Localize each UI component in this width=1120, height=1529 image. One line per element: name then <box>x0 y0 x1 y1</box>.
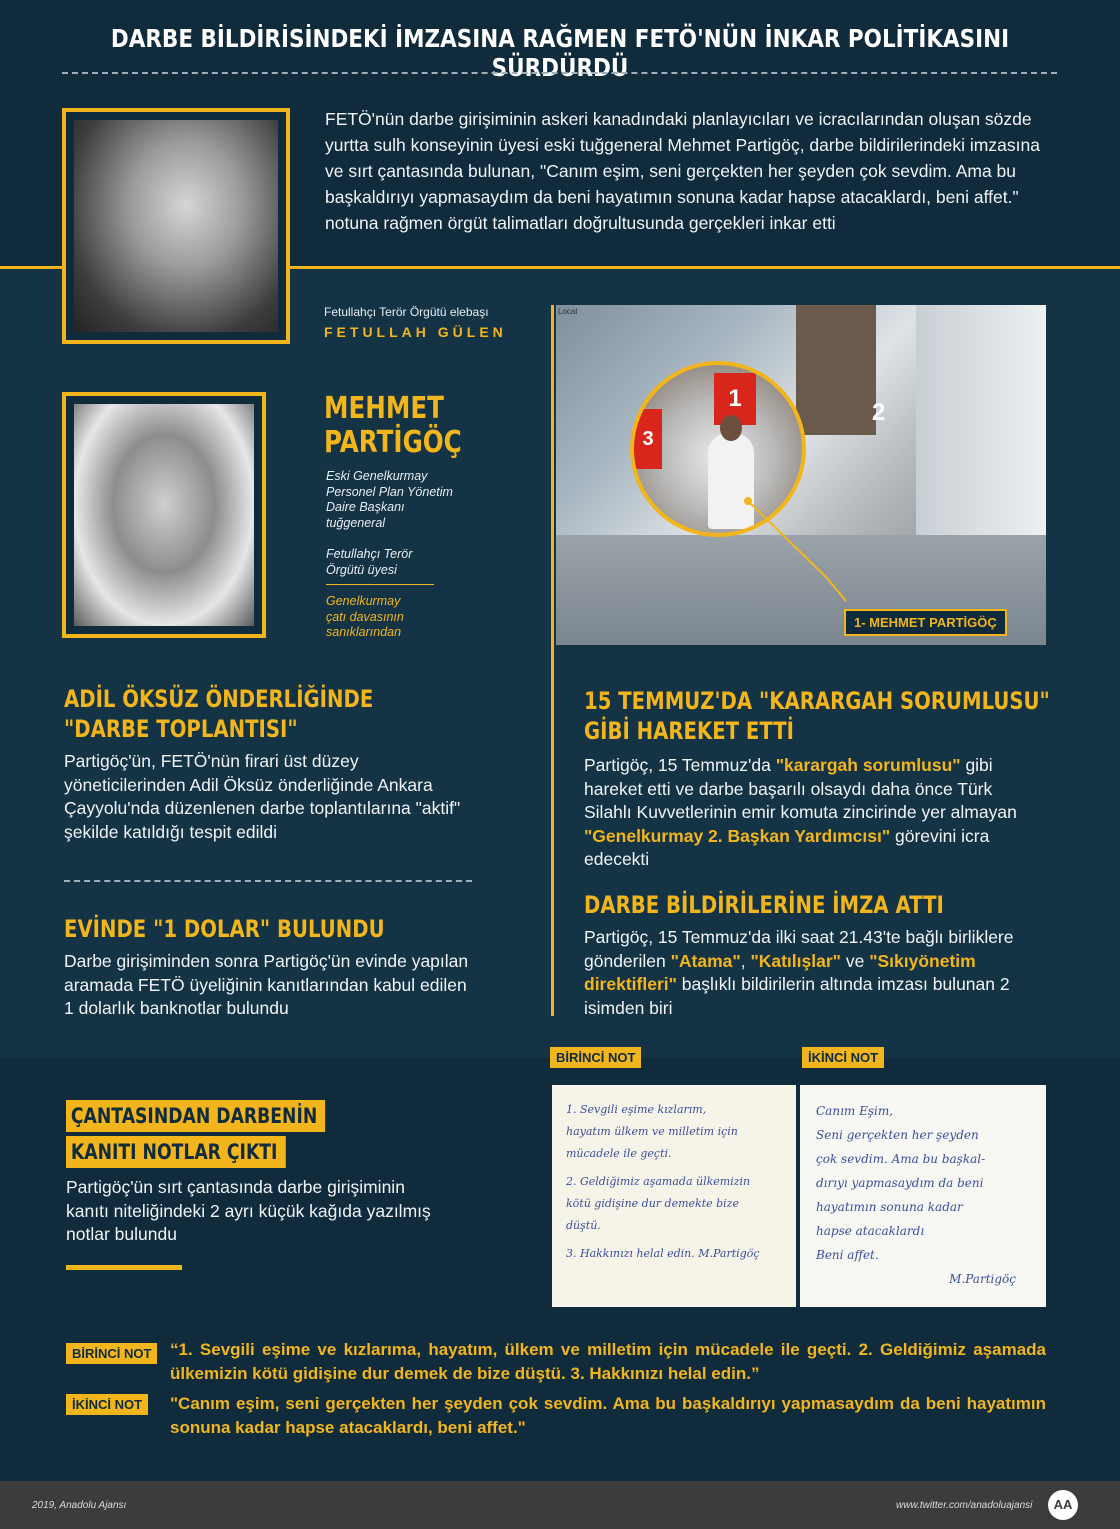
note2-line: M.Partigöç <box>949 1272 1016 1286</box>
cctv-marker-2: 2 <box>872 399 886 426</box>
callout-label-text: 1- MEHMET PARTİGÖÇ <box>854 615 997 630</box>
imza-highlight: "Katılışlar" <box>750 950 841 971</box>
note2-line: hayatımın sonuna kadar <box>816 1200 963 1214</box>
karargah-body <box>584 754 1044 872</box>
canta-title-line1: ÇANTASINDAN DARBENİN <box>66 1100 325 1132</box>
imza-text: ve <box>840 950 870 971</box>
note2-image <box>800 1085 1046 1307</box>
partigoc-name-line2: PARTİGÖÇ <box>324 425 462 460</box>
canta-title <box>66 1100 382 1132</box>
quote1-text: “1. Sevgili eşime ve kızlarıma, hayatım, ülkem ve milletim için mücadele ile geçti. 2. Geldiğimiz aşamada ülkemizin kötü gidişine dur demek de bize düştü. 3. Hakkınızı helal edin.” <box>170 1340 1046 1383</box>
note1-line: 3. Hakkınızı helal edin. M.Partigöç <box>566 1247 760 1260</box>
note1-line: 2. Geldiğimiz aşamada ülkemizin <box>566 1175 751 1188</box>
karargah-highlight: "karargah sorumlusu" <box>775 755 961 775</box>
oksuz-title <box>64 684 373 744</box>
aa-logo-text: AA <box>1053 1497 1073 1512</box>
role-line: Daire Başkanı <box>326 500 405 514</box>
note2-line: Seni gerçekten her şeyden <box>816 1128 979 1142</box>
note2-line: Beni affet. <box>816 1248 879 1262</box>
column-divider <box>551 305 554 1016</box>
karargah-title <box>584 686 1050 746</box>
quote2-text: "Canım eşim, seni gerçekten her şeyden çok sevdim. Ama bu başkaldırıyı yapmasaydım da beni hayatımın sonuna kadar hapse atacaklardı, beni affet." <box>170 1394 1046 1437</box>
note1-line: kötü gidişine dur demekte bize <box>566 1197 739 1210</box>
member-line: Fetullahçı Terör <box>326 547 413 561</box>
section-divider <box>64 880 472 882</box>
note1-image <box>552 1085 796 1307</box>
page-title: DARBE BİLDİRİSİNDEKİ İMZASINA RAĞMEN FETÖ'NÜN İNKAR POLİTİKASINI SÜRDÜRDÜ <box>110 24 1010 82</box>
role-line: Personel Plan Yönetim <box>326 484 453 499</box>
canta-title-2 <box>66 1136 334 1168</box>
imza-text: Partigöç, 15 Temmuz'da ilki saat 21.43'te bağlı birliklere gönderilen <box>584 927 1014 971</box>
karargah-text: görevini icra edecekti <box>584 825 990 869</box>
karargah-title-line1: 15 TEMMUZ'DA "KARARGAH SORUMLUSU" <box>584 687 1050 715</box>
imza-highlight: "Atama" <box>670 950 741 971</box>
partigoc-role <box>326 469 453 531</box>
marker-1-text: 1 <box>728 385 742 412</box>
karargah-title-line2: GİBİ HAREKET ETTİ <box>584 717 794 745</box>
case-line: Genelkurmay <box>326 594 401 608</box>
karargah-text: Partigöç, 15 Temmuz'da <box>584 755 776 775</box>
marker-3-text: 3 <box>642 428 654 450</box>
canta-rule <box>66 1265 182 1270</box>
partigoc-membership <box>326 547 412 578</box>
footer-twitter[interactable]: www.twitter.com/anadoluajansi <box>896 1500 1033 1511</box>
intro-text: FETÖ'nün darbe girişiminin askeri kanadındaki planlayıcıları ve icracılarından oluşan sözde yurtta sulh konseyinin üyesi eski tuğgeneral Mehmet Partigöç, darbe bildirilerindeki imzasına ve sırt çantasında bulunan, "Canım eşim, seni gerçekten her şeyden çok sevdim. Ama bu başkaldırıyı yapmasaydım da beni hayatımın sonuna kadar hapse atacaklardı, beni affet." notuna rağmen örgüt talimatları doğrultusunda gerçekleri inkar etti <box>325 109 1040 233</box>
canta-title-line2: KANITI NOTLAR ÇIKTI <box>66 1136 286 1168</box>
cctv-callout-label <box>844 609 1007 636</box>
role-line: tuğgeneral <box>326 515 386 530</box>
note2-handwriting <box>800 1085 1046 1291</box>
cctv-image <box>556 305 1046 645</box>
member-line: Örgütü üyesi <box>326 562 397 577</box>
aa-logo <box>1048 1490 1078 1520</box>
karargah-highlight: "Genelkurmay 2. Başkan Yardımcısı" <box>584 825 891 846</box>
partigoc-photo-frame <box>62 392 266 638</box>
gulen-caption: Fetullahçı Terör Örgütü elebaşı <box>324 305 489 319</box>
dolar-title: EVİNDE "1 DOLAR" BULUNDU <box>64 915 385 943</box>
imza-highlight: "Sıkıyönetim direktifleri" <box>584 950 976 994</box>
case-line: sanıklarından <box>326 625 402 639</box>
canta-body: Partigöç'ün sırt çantasında darbe girişiminin kanıtı niteliğindeki 2 ayrı küçük kağıda yazılmış notlar bulundu <box>66 1177 431 1244</box>
partigoc-name-line1: MEHMET <box>324 391 444 426</box>
imza-text: , <box>740 950 751 971</box>
note1-line: mücadele ile geçti. <box>566 1147 672 1160</box>
role-line: Eski Genelkurmay <box>326 469 428 483</box>
oksuz-title-line1: ADİL ÖKSÜZ ÖNDERLİĞİNDE <box>64 685 374 713</box>
imza-body <box>584 926 1044 1020</box>
note2-line: çok sevdim. Ama bu başkal- <box>816 1152 986 1166</box>
oksuz-title-line2: "DARBE TOPLANTISI" <box>64 715 298 743</box>
gulen-photo <box>74 120 278 332</box>
karargah-text: gibi hareket etti ve darbe başarılı olsaydı daha önce Türk Silahlı Kuvvetlerinin emir komuta zincirinde yer almayan <box>584 755 1017 822</box>
oksuz-body: Partigöç'ün, FETÖ'nün firari üst düzey yöneticilerinden Adil Öksüz önderliğinde Ankara Çayyolu'nda düzenlenen darbe toplantılarına "aktif" şekilde katıldığı tespit edildi <box>64 751 461 842</box>
case-line: çatı davasının <box>326 609 404 624</box>
dolar-body: Darbe girişiminden sonra Partigöç'ün evinde yapılan aramada FETÖ üyeliğinin kanıtlarından kabul edilen 1 dolarlık banknotlar bulundu <box>64 951 469 1018</box>
note1-tag: BİRİNCİ NOT <box>550 1047 641 1068</box>
gulen-name: FETULLAH GÜLEN <box>324 324 507 340</box>
quote2-tag: İKİNCİ NOT <box>66 1394 148 1415</box>
imza-text: başlıklı bildirilerin altında imzası bulunan 2 isimden biri <box>584 974 1010 1018</box>
note1-handwriting <box>552 1085 796 1265</box>
partigoc-case <box>326 594 404 641</box>
title-divider <box>62 72 1057 74</box>
footer-copyright: 2019, Anadolu Ajansı <box>32 1500 127 1511</box>
note1-line: hayatım ülkem ve milletim için <box>566 1125 738 1138</box>
note2-line: dırıyı yapmasaydım da beni <box>816 1176 984 1190</box>
note1-line: 1. Sevgili eşime kızlarım, <box>566 1103 707 1116</box>
partigoc-photo <box>74 404 254 626</box>
quote1-tag: BİRİNCİ NOT <box>66 1343 157 1364</box>
gulen-photo-frame <box>62 108 290 344</box>
partigoc-info-rule <box>326 584 434 585</box>
imza-title: DARBE BİLDİRİLERİNE İMZA ATTI <box>584 891 944 919</box>
cctv-callout-line <box>556 305 1046 645</box>
note2-tag: İKİNCİ NOT <box>802 1047 884 1068</box>
note2-line: hapse atacaklardı <box>816 1224 925 1238</box>
note1-line: düştü. <box>566 1219 601 1232</box>
partigoc-name <box>324 392 462 460</box>
cctv-corner-text: Local <box>558 307 578 316</box>
note2-line: Canım Eşim, <box>816 1104 894 1118</box>
